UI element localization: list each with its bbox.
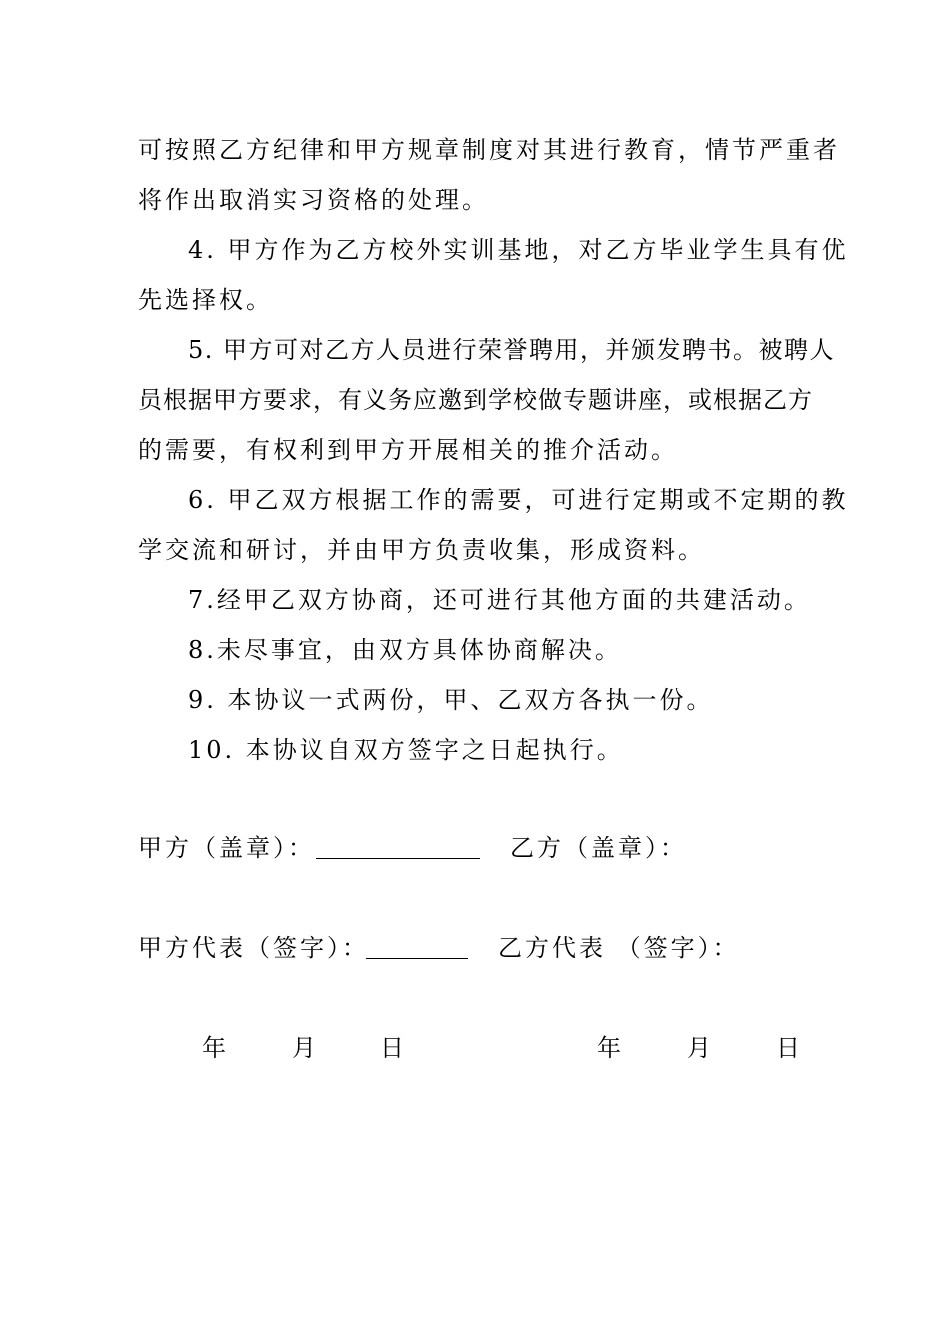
clause-5-line-2: 员根据甲方要求，有义务应邀到学校做专题讲座，或根据乙方 [138, 386, 813, 414]
clause-10: 10. 本协议自双方签字之日起执行。 [188, 736, 624, 764]
clause-6-line-1: 6. 甲乙双方根据工作的需要，可进行定期或不定期的教 [188, 486, 849, 514]
clause-4-line-2: 先选择权。 [138, 286, 273, 314]
clause-3-continuation-line-1: 可按照乙方纪律和甲方规章制度对其进行教育，情节严重者 [138, 136, 840, 164]
clause-7: 7.经甲乙双方协商，还可进行其他方面的共建活动。 [188, 586, 811, 614]
party-b-seal-label: 乙方（盖章）： [510, 834, 687, 862]
clause-4-line-1: 4. 甲方作为乙方校外实训基地，对乙方毕业学生具有优 [188, 236, 849, 264]
party-a-rep-blank [366, 958, 468, 959]
party-a-seal-label: 甲方（盖章）： [138, 834, 315, 862]
party-a-date-year: 年 [202, 1034, 226, 1062]
clause-9: 9. 本协议一式两份，甲、乙双方各执一份。 [188, 686, 714, 714]
party-b-date-year: 年 [597, 1034, 621, 1062]
party-a-date-day: 日 [380, 1034, 404, 1062]
party-b-date-month: 月 [687, 1034, 711, 1062]
clause-6-line-2: 学交流和研讨，并由甲方负责收集，形成资料。 [138, 536, 705, 564]
party-b-date-day: 日 [776, 1034, 800, 1062]
clause-8: 8.未尽事宜，由双方具体协商解决。 [188, 636, 622, 664]
party-a-seal-blank [316, 858, 480, 859]
party-b-rep-label: 乙方代表 （签字）： [498, 934, 740, 962]
clause-5-line-1: 5. 甲方可对乙方人员进行荣誉聘用，并颁发聘书。被聘人 [188, 336, 836, 364]
clause-5-line-3: 的需要，有权利到甲方开展相关的推介活动。 [138, 436, 678, 464]
party-a-date-month: 月 [292, 1034, 316, 1062]
party-a-rep-label: 甲方代表（签字）： [138, 934, 369, 962]
clause-3-continuation-line-2: 将作出取消实习资格的处理。 [138, 186, 489, 214]
